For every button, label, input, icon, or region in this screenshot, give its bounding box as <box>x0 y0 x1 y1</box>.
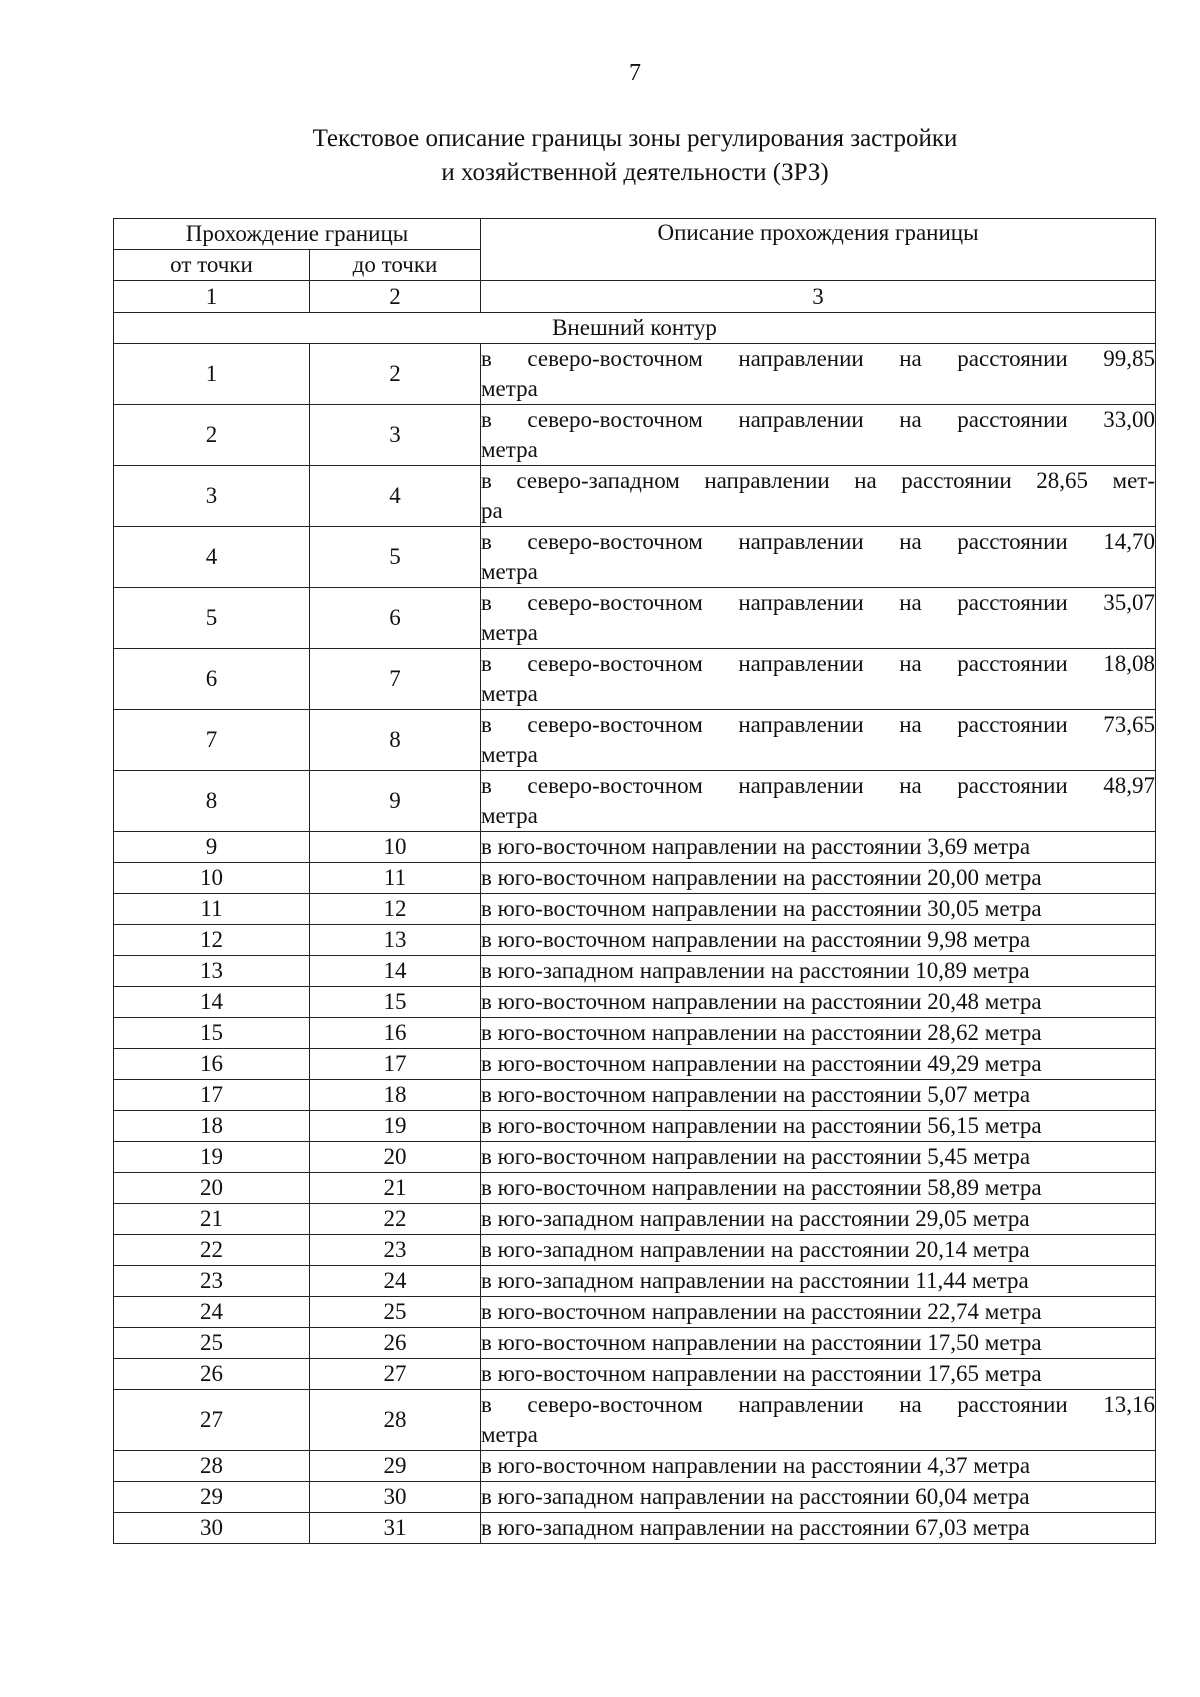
page-title <box>0 122 1200 190</box>
description-cell: в юго-восточном направлении на расстоянии 30,05 метра <box>481 894 1156 925</box>
from-point-cell: 26 <box>114 1359 310 1390</box>
description-cell: в юго-восточном направлении на расстоянии 28,62 метра <box>481 1018 1156 1049</box>
from-point-cell: 23 <box>114 1266 310 1297</box>
description-line-2: ра <box>481 498 503 523</box>
description-cell: в юго-восточном направлении на расстоянии 49,29 метра <box>481 1049 1156 1080</box>
description-cell: в юго-западном направлении на расстоянии 67,03 метра <box>481 1513 1156 1544</box>
header-boundary-passage: Прохождение границы <box>114 219 481 250</box>
from-point-cell: 19 <box>114 1142 310 1173</box>
description-line-2: метра <box>481 1422 538 1447</box>
from-point-cell: 20 <box>114 1173 310 1204</box>
table-row <box>114 894 1156 925</box>
header-from-point: от точки <box>114 250 310 281</box>
to-point-cell: 7 <box>310 649 481 710</box>
description-cell: в юго-восточном направлении на расстоянии 20,48 метра <box>481 987 1156 1018</box>
column-number-3: 3 <box>481 281 1156 313</box>
table-row <box>114 771 1156 832</box>
table-row <box>114 405 1156 466</box>
table-row <box>114 1080 1156 1111</box>
to-point-cell: 25 <box>310 1297 481 1328</box>
description-line-2: метра <box>481 620 538 645</box>
description-cell: в юго-восточном направлении на расстоянии 3,69 метра <box>481 832 1156 863</box>
description-line-2: метра <box>481 742 538 767</box>
table-row <box>114 344 1156 405</box>
from-point-cell: 18 <box>114 1111 310 1142</box>
to-point-cell: 8 <box>310 710 481 771</box>
description-line-1: в северо-восточном направлении на расстоянии 14,70 <box>481 529 1155 554</box>
description-line-2: метра <box>481 559 538 584</box>
from-point-cell: 25 <box>114 1328 310 1359</box>
table-row <box>114 987 1156 1018</box>
from-point-cell: 16 <box>114 1049 310 1080</box>
description-cell <box>481 588 1156 649</box>
table-row <box>114 710 1156 771</box>
from-point-cell: 10 <box>114 863 310 894</box>
description-line-1: в северо-восточном направлении на расстоянии 99,85 <box>481 346 1155 371</box>
from-point-cell: 2 <box>114 405 310 466</box>
to-point-cell: 22 <box>310 1204 481 1235</box>
description-cell: в юго-восточном направлении на расстоянии 5,45 метра <box>481 1142 1156 1173</box>
description-cell: в юго-восточном направлении на расстоянии 56,15 метра <box>481 1111 1156 1142</box>
to-point-cell: 14 <box>310 956 481 987</box>
from-point-cell: 6 <box>114 649 310 710</box>
from-point-cell: 24 <box>114 1297 310 1328</box>
to-point-cell: 23 <box>310 1235 481 1266</box>
description-cell: в юго-западном направлении на расстоянии 60,04 метра <box>481 1482 1156 1513</box>
from-point-cell: 14 <box>114 987 310 1018</box>
to-point-cell: 20 <box>310 1142 481 1173</box>
to-point-cell: 28 <box>310 1390 481 1451</box>
table-row <box>114 925 1156 956</box>
description-cell <box>481 466 1156 527</box>
table-row <box>114 1018 1156 1049</box>
description-cell: в юго-восточном направлении на расстоянии 17,65 метра <box>481 1359 1156 1390</box>
table-row <box>114 1266 1156 1297</box>
header-to-point: до точки <box>310 250 481 281</box>
table-row <box>114 1328 1156 1359</box>
from-point-cell: 27 <box>114 1390 310 1451</box>
table-row <box>114 1142 1156 1173</box>
description-line-2: метра <box>481 681 538 706</box>
from-point-cell: 5 <box>114 588 310 649</box>
description-cell <box>481 527 1156 588</box>
to-point-cell: 11 <box>310 863 481 894</box>
table-row <box>114 1513 1156 1544</box>
to-point-cell: 12 <box>310 894 481 925</box>
description-line-1: в северо-восточном направлении на расстоянии 18,08 <box>481 651 1155 676</box>
to-point-cell: 18 <box>310 1080 481 1111</box>
table-row <box>114 832 1156 863</box>
to-point-cell: 27 <box>310 1359 481 1390</box>
description-cell: в юго-западном направлении на расстоянии 10,89 метра <box>481 956 1156 987</box>
to-point-cell: 10 <box>310 832 481 863</box>
to-point-cell: 31 <box>310 1513 481 1544</box>
to-point-cell: 15 <box>310 987 481 1018</box>
table-row <box>114 649 1156 710</box>
section-title: Внешний контур <box>114 313 1156 344</box>
title-line-1: Текстовое описание границы зоны регулирования застройки <box>312 125 958 152</box>
to-point-cell: 24 <box>310 1266 481 1297</box>
description-cell: в юго-восточном направлении на расстоянии 20,00 метра <box>481 863 1156 894</box>
table-row <box>114 863 1156 894</box>
from-point-cell: 28 <box>114 1451 310 1482</box>
from-point-cell: 21 <box>114 1204 310 1235</box>
from-point-cell: 1 <box>114 344 310 405</box>
description-cell <box>481 649 1156 710</box>
to-point-cell: 3 <box>310 405 481 466</box>
description-cell <box>481 1390 1156 1451</box>
description-line-2: метра <box>481 437 538 462</box>
to-point-cell: 19 <box>310 1111 481 1142</box>
table-row <box>114 1049 1156 1080</box>
description-line-1: в северо-восточном направлении на расстоянии 35,07 <box>481 590 1155 615</box>
to-point-cell: 5 <box>310 527 481 588</box>
to-point-cell: 9 <box>310 771 481 832</box>
boundary-table <box>113 218 1156 1544</box>
from-point-cell: 15 <box>114 1018 310 1049</box>
description-cell <box>481 710 1156 771</box>
description-line-2: метра <box>481 803 538 828</box>
column-number-2: 2 <box>310 281 481 313</box>
to-point-cell: 26 <box>310 1328 481 1359</box>
to-point-cell: 16 <box>310 1018 481 1049</box>
from-point-cell: 8 <box>114 771 310 832</box>
to-point-cell: 4 <box>310 466 481 527</box>
description-cell: в юго-восточном направлении на расстоянии 5,07 метра <box>481 1080 1156 1111</box>
column-number-1: 1 <box>114 281 310 313</box>
table-row <box>114 1451 1156 1482</box>
description-cell: в юго-восточном направлении на расстоянии 4,37 метра <box>481 1451 1156 1482</box>
to-point-cell: 29 <box>310 1451 481 1482</box>
table-row <box>114 1111 1156 1142</box>
from-point-cell: 4 <box>114 527 310 588</box>
description-line-2: метра <box>481 376 538 401</box>
from-point-cell: 9 <box>114 832 310 863</box>
to-point-cell: 6 <box>310 588 481 649</box>
description-cell: в юго-восточном направлении на расстоянии 22,74 метра <box>481 1297 1156 1328</box>
description-cell: в юго-восточном направлении на расстоянии 9,98 метра <box>481 925 1156 956</box>
description-cell <box>481 344 1156 405</box>
description-cell <box>481 771 1156 832</box>
from-point-cell: 7 <box>114 710 310 771</box>
table-row <box>114 588 1156 649</box>
description-line-1: в северо-восточном направлении на расстоянии 73,65 <box>481 712 1155 737</box>
table-row <box>114 1204 1156 1235</box>
table-row <box>114 1390 1156 1451</box>
description-cell: в юго-западном направлении на расстоянии 11,44 метра <box>481 1266 1156 1297</box>
from-point-cell: 22 <box>114 1235 310 1266</box>
description-cell: в юго-восточном направлении на расстоянии 58,89 метра <box>481 1173 1156 1204</box>
description-cell: в юго-восточном направлении на расстоянии 17,50 метра <box>481 1328 1156 1359</box>
description-line-1: в северо-восточном направлении на расстоянии 13,16 <box>481 1392 1155 1417</box>
table-row <box>114 466 1156 527</box>
description-line-1: в северо-восточном направлении на расстоянии 33,00 <box>481 407 1155 432</box>
from-point-cell: 30 <box>114 1513 310 1544</box>
to-point-cell: 17 <box>310 1049 481 1080</box>
from-point-cell: 12 <box>114 925 310 956</box>
description-line-1: в северо-восточном направлении на расстоянии 48,97 <box>481 773 1155 798</box>
to-point-cell: 30 <box>310 1482 481 1513</box>
header-boundary-description: Описание прохождения границы <box>481 219 1156 281</box>
table-row <box>114 1482 1156 1513</box>
from-point-cell: 13 <box>114 956 310 987</box>
table-row <box>114 1359 1156 1390</box>
to-point-cell: 13 <box>310 925 481 956</box>
description-cell: в юго-западном направлении на расстоянии 20,14 метра <box>481 1235 1156 1266</box>
table-row <box>114 1297 1156 1328</box>
description-cell <box>481 405 1156 466</box>
table-row <box>114 1173 1156 1204</box>
table-row <box>114 956 1156 987</box>
title-line-2: и хозяйственной деятельности (ЗРЗ) <box>441 159 829 186</box>
page-number: 7 <box>629 60 641 86</box>
from-point-cell: 3 <box>114 466 310 527</box>
description-cell: в юго-западном направлении на расстоянии 29,05 метра <box>481 1204 1156 1235</box>
from-point-cell: 29 <box>114 1482 310 1513</box>
to-point-cell: 2 <box>310 344 481 405</box>
from-point-cell: 17 <box>114 1080 310 1111</box>
table-row <box>114 527 1156 588</box>
from-point-cell: 11 <box>114 894 310 925</box>
to-point-cell: 21 <box>310 1173 481 1204</box>
description-line-1: в северо-западном направлении на расстоянии 28,65 мет- <box>481 468 1155 493</box>
table-row <box>114 1235 1156 1266</box>
